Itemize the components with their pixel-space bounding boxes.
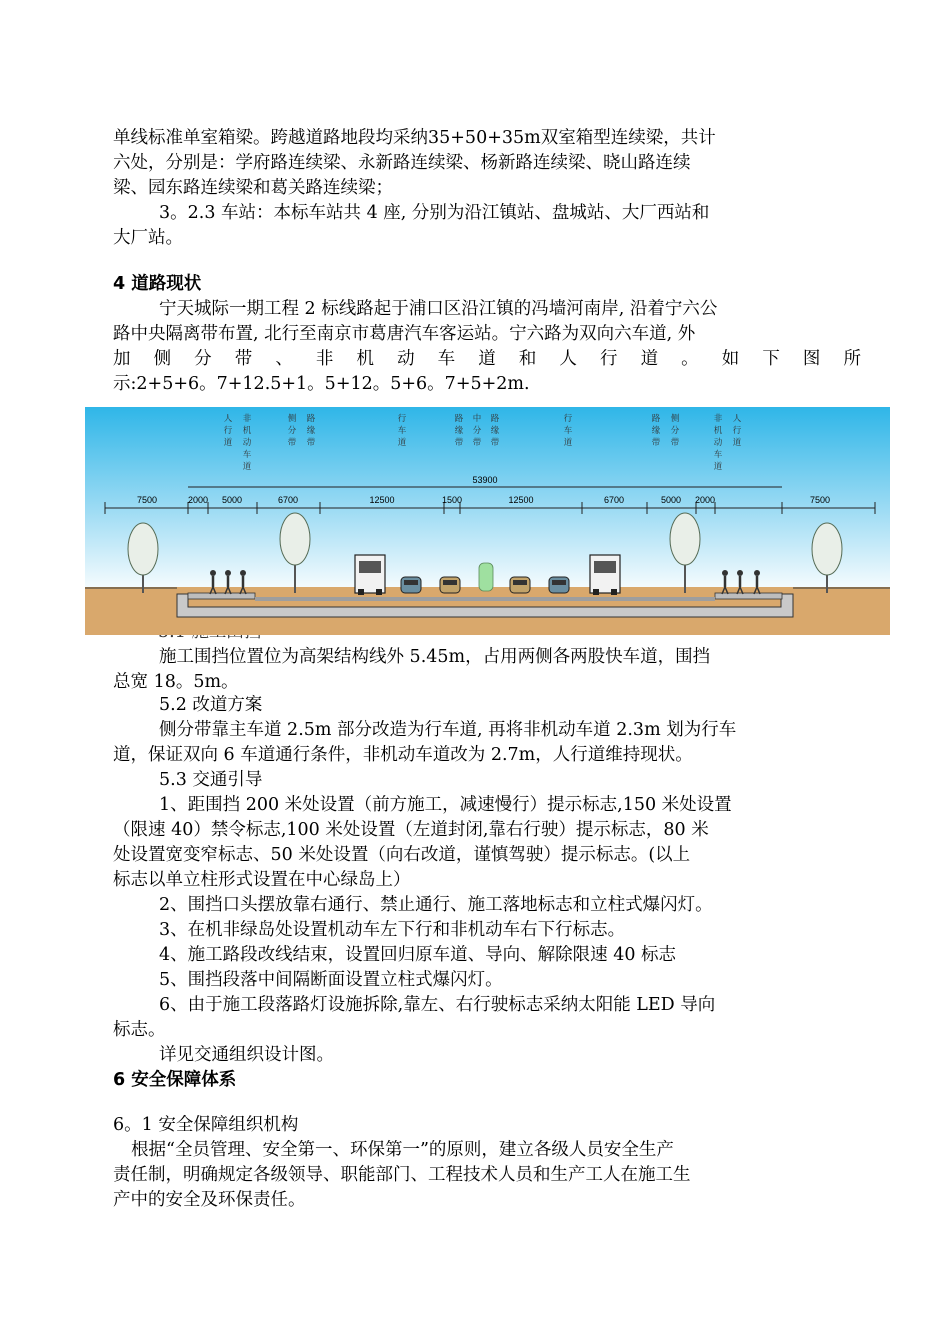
section-5-line: 施工围挡位置位为高架结构线外 5.45m，占用两侧各两股快车道，围挡 bbox=[159, 647, 711, 667]
section-5-line: 道，保证双向 6 车道通行条件，非机动车道改为 2.7m，人行道维持现状。 bbox=[113, 745, 693, 765]
right-curb-slab bbox=[715, 593, 782, 599]
lane-label: 路缘带 bbox=[306, 414, 316, 448]
dimension-label: 7500 bbox=[809, 495, 831, 505]
section-5-3-heading: 5.3 交通引导 bbox=[159, 770, 263, 790]
lane-label: 人行道 bbox=[223, 414, 233, 448]
car bbox=[510, 577, 530, 593]
paragraph-line: 六处，分别是：学府路连续梁、永新路连续梁、杨新路连续梁、晓山路连续 bbox=[113, 153, 691, 173]
lane-label: 侧分带 bbox=[670, 414, 680, 448]
list-item: （限速 40）禁令标志,100 米处设置（左道封闭,靠右行驶）提示标志，80 米 bbox=[113, 820, 709, 840]
dimension-label: 5000 bbox=[660, 495, 682, 505]
paragraph-line: 单线标准单室箱梁。跨越道路地段均采纳35+50+35m双室箱型连续梁，共计 bbox=[113, 128, 716, 148]
truck bbox=[590, 555, 620, 595]
left-curb-slab bbox=[188, 593, 255, 599]
stations-line: 3。2.3 车站：本标车站共 4 座, 分别为沿江镇站、盘城站、大厂西站和 bbox=[159, 203, 710, 223]
car bbox=[549, 577, 569, 593]
road-cross-section-figure bbox=[85, 407, 890, 635]
dimension-label: 1500 bbox=[441, 495, 463, 505]
dimension-label: 7500 bbox=[136, 495, 158, 505]
dimension-label: 6700 bbox=[603, 495, 625, 505]
list-item: 3、在机非绿岛处设置机动车左下行和非机动车右下行标志。 bbox=[159, 920, 626, 940]
lane-label: 行车道 bbox=[563, 414, 573, 448]
section-4-line: 示:2+5+6。7+12.5+1。5+12。5+6。7+5+2m. bbox=[113, 374, 530, 394]
section-6-1-heading: 6。1 安全保障组织机构 bbox=[113, 1115, 299, 1135]
section-5-line: 侧分带靠主车道 2.5m 部分改造为行车道, 再将非机动车道 2.3m 划为行车 bbox=[159, 720, 737, 740]
median-shrub bbox=[479, 563, 493, 591]
section-4-line: 加 侧 分 带 、 非 机 动 车 道 和 人 行 道 。 如 下 图 所 bbox=[113, 349, 861, 369]
section-4-line: 路中央隔离带布置, 北行至南京市葛唐汽车客运站。宁六路为双向六车道, 外 bbox=[113, 324, 696, 344]
section-6-heading: 6 安全保障体系 bbox=[113, 1070, 237, 1090]
list-item: 4、施工路段改线结束，设置回归原车道、导向、解除限速 40 标志 bbox=[159, 945, 677, 965]
lane-label: 行车道 bbox=[397, 414, 407, 448]
dimension-label: 12500 bbox=[369, 495, 395, 505]
car bbox=[440, 577, 460, 593]
section-6-line: 责任制，明确规定各级领导、职能部门、工程技术人员和生产工人在施工生 bbox=[113, 1165, 691, 1185]
section-6-line: 根据“全员管理、安全第一、环保第一”的原则，建立各级人员安全生产 bbox=[131, 1140, 674, 1160]
lane-label: 非机动车道 bbox=[242, 414, 252, 472]
dimension-label: 5000 bbox=[221, 495, 243, 505]
dimension-label: 2000 bbox=[694, 495, 716, 505]
see-reference: 详见交通组织设计图。 bbox=[159, 1045, 334, 1065]
total-width-label: 53900 bbox=[472, 475, 498, 485]
lane-label: 侧分带 bbox=[287, 414, 297, 448]
truck bbox=[355, 555, 385, 595]
paragraph-line: 梁、园东路连续梁和葛关路连续梁； bbox=[113, 178, 393, 198]
carriageway bbox=[255, 597, 715, 601]
list-item: 2、围挡口头摆放靠右通行、禁止通行、施工落地标志和立柱式爆闪灯。 bbox=[159, 895, 713, 915]
lane-label: 路缘带 bbox=[454, 414, 464, 448]
list-item: 标志以单立柱形式设置在中心绿岛上） bbox=[113, 870, 411, 890]
stations-line: 大厂站。 bbox=[113, 228, 183, 248]
dimension-label: 12500 bbox=[508, 495, 534, 505]
lane-label: 路缘带 bbox=[490, 414, 500, 448]
section-6-line: 产中的安全及环保责任。 bbox=[113, 1190, 306, 1210]
list-item: 5、围挡段落中间隔断面设置立柱式爆闪灯。 bbox=[159, 970, 503, 990]
list-item: 1、距围挡 200 米处设置（前方施工，减速慢行）提示标志,150 米处设置 bbox=[159, 795, 732, 815]
section-5-line: 总宽 18。5m。 bbox=[113, 672, 239, 692]
car bbox=[401, 577, 421, 593]
list-item: 标志。 bbox=[113, 1020, 166, 1040]
dimension-label: 2000 bbox=[187, 495, 209, 505]
lane-label: 路缘带 bbox=[651, 414, 661, 448]
section-5-2-heading: 5.2 改道方案 bbox=[159, 695, 263, 715]
lane-label: 非机动车道 bbox=[713, 414, 723, 472]
lane-label: 人行道 bbox=[732, 414, 742, 448]
section-4-heading: 4 道路现状 bbox=[113, 274, 202, 294]
list-item: 6、由于施工段落路灯设施拆除,靠左、右行驶标志采纳太阳能 LED 导向 bbox=[159, 995, 716, 1015]
section-4-line: 宁天城际一期工程 2 标线路起于浦口区沿江镇的冯墙河南岸, 沿着宁六公 bbox=[159, 299, 718, 319]
dimension-label: 6700 bbox=[277, 495, 299, 505]
list-item: 处设置宽变窄标志、50 米处设置（向右改道，谨慎驾驶）提示标志。(以上 bbox=[113, 845, 691, 865]
lane-label: 中分带 bbox=[472, 414, 482, 448]
